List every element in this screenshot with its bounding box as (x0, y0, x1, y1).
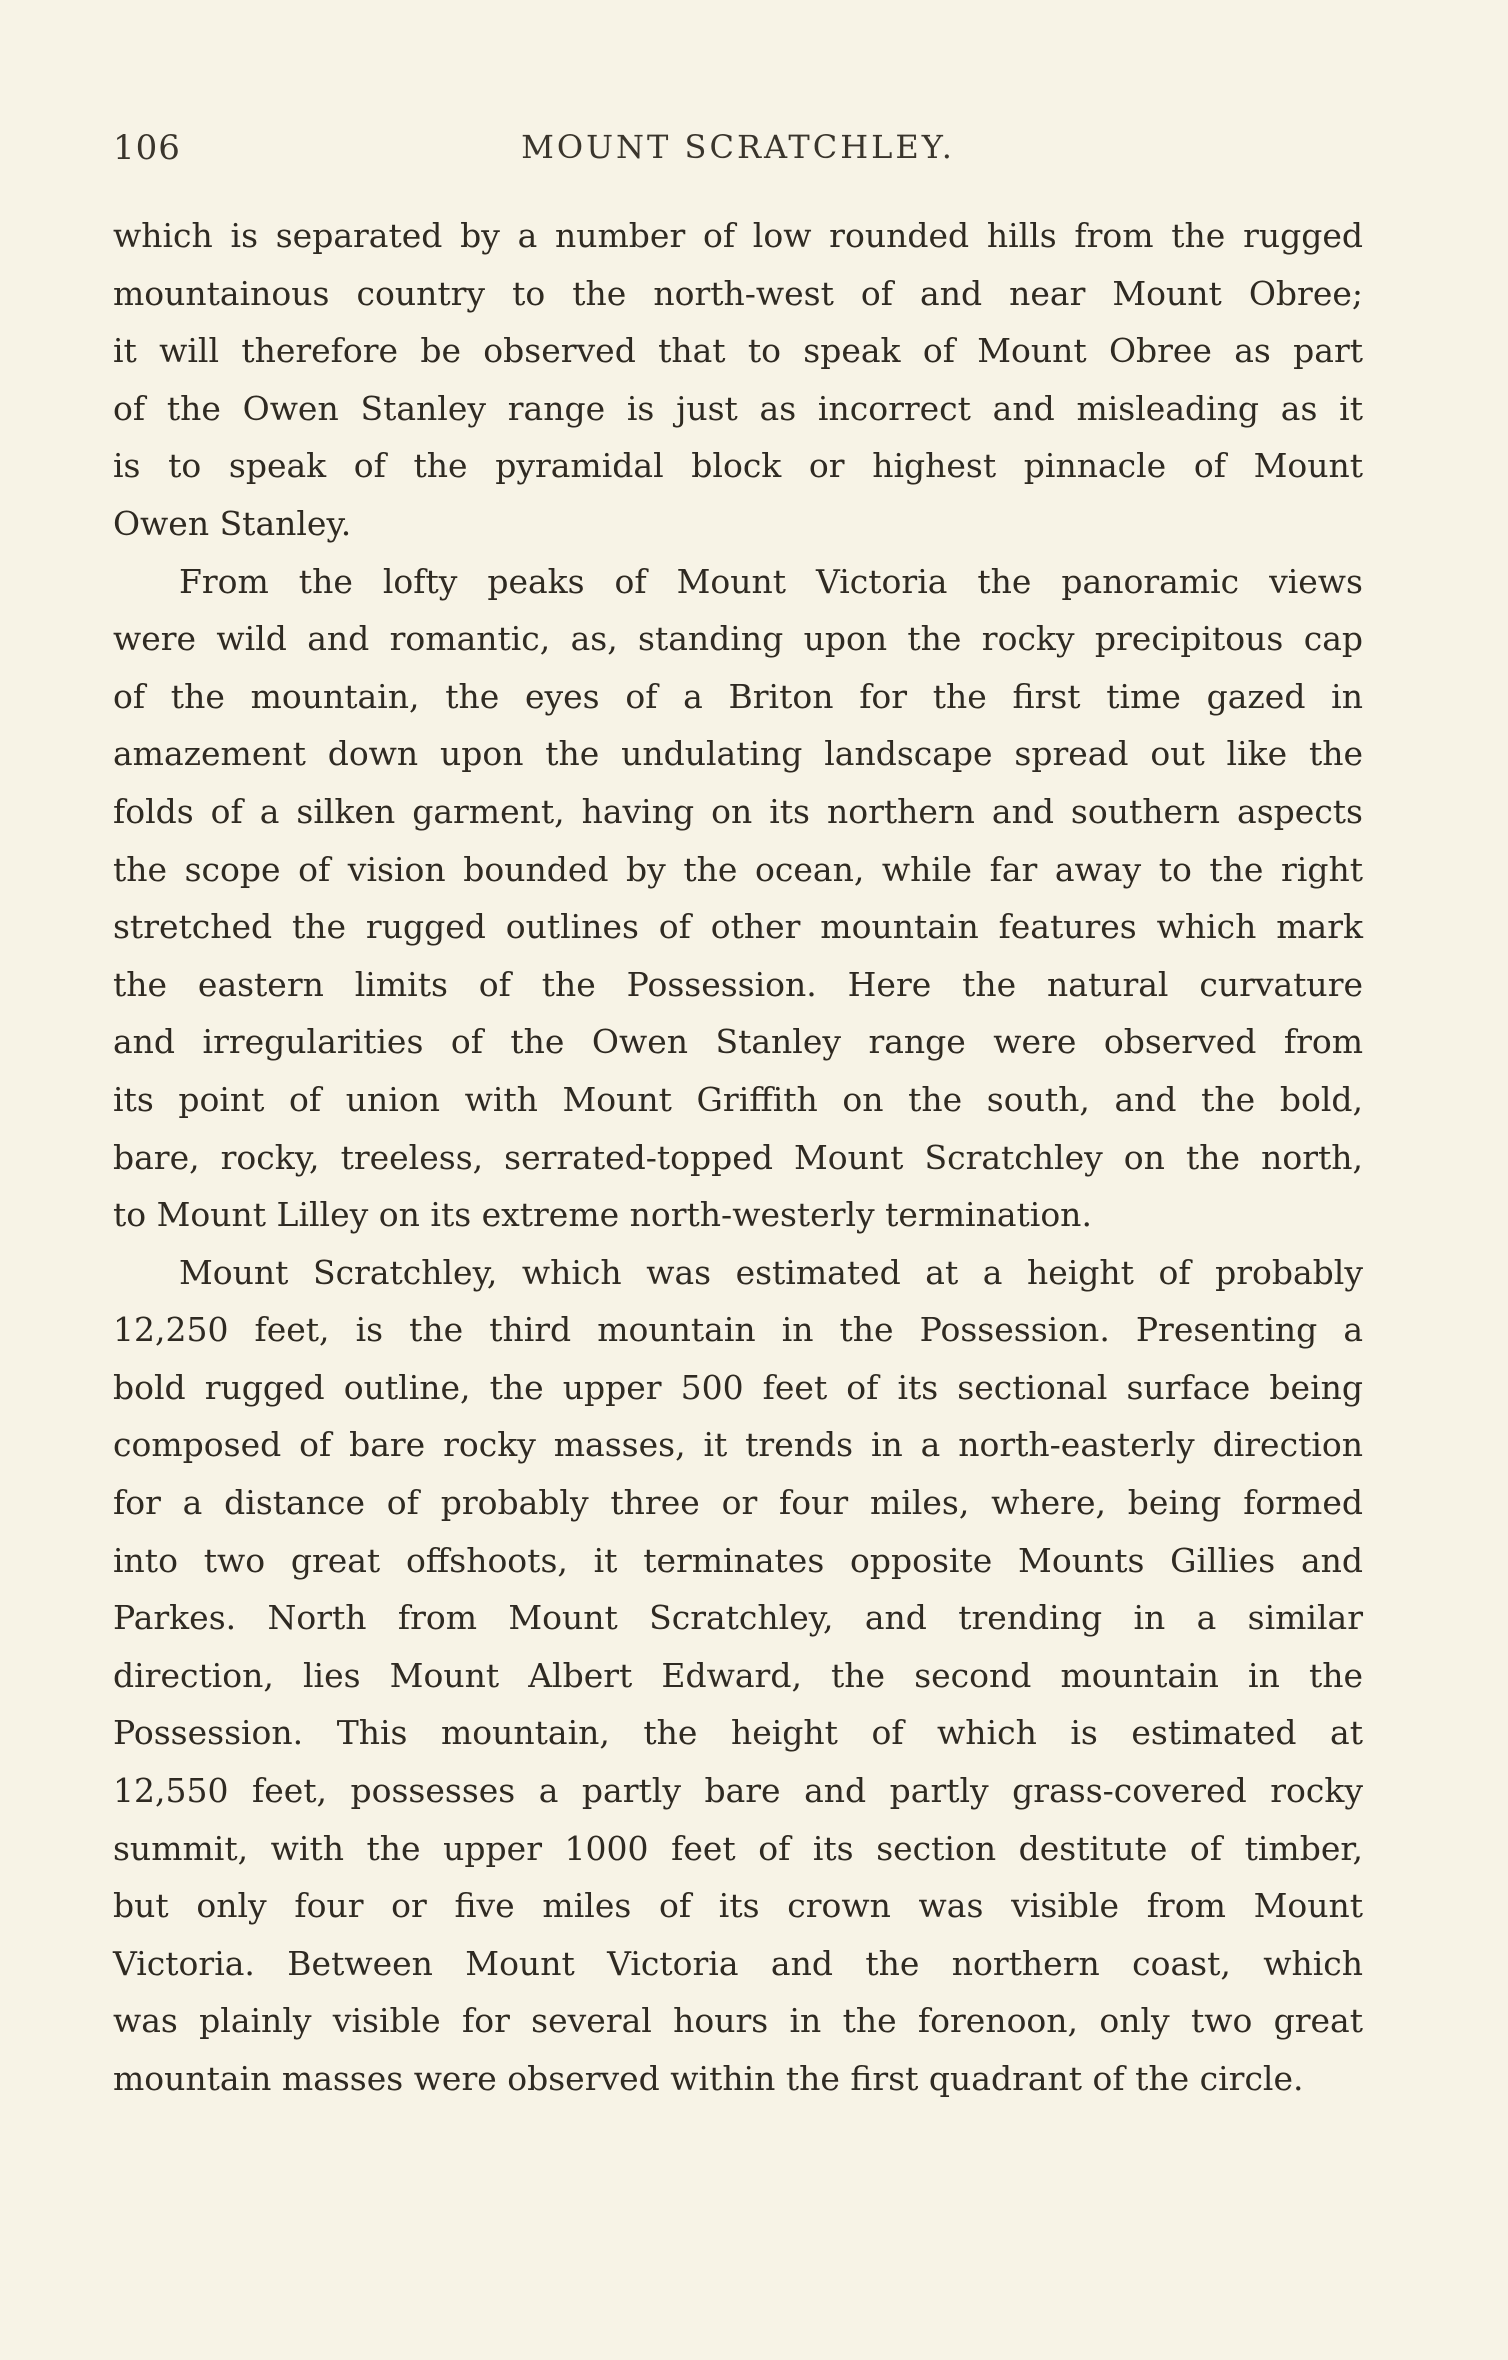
text-line: Owen Stanley. (113, 503, 352, 543)
text-line: for a distance of probably three or four miles, where, being formed (113, 1483, 1363, 1523)
text-line: 12,250 feet, is the third mountain in the Possession. Presenting a (113, 1310, 1363, 1350)
text-line: Victoria. Between Mount Victoria and the northern coast, which (113, 1943, 1363, 1983)
text-line: its point of union with Mount Griffith on the south, and the bold, (113, 1079, 1363, 1119)
text-line: of the Owen Stanley range is just as incorrect and misleading as it (113, 388, 1363, 428)
text-line: to Mount Lilley on its extreme north-westerly termination. (113, 1195, 1092, 1235)
text-line: direction, lies Mount Albert Edward, the second mountain in the (113, 1655, 1363, 1695)
body-text (113, 207, 1363, 2108)
text-line: the eastern limits of the Possession. Here the natural curvature (113, 964, 1363, 1004)
text-line: From the lofty peaks of Mount Victoria the panoramic views (179, 561, 1363, 601)
text-line: and irregularities of the Owen Stanley range were observed from (113, 1022, 1363, 1062)
running-title: MOUNT SCRATCHLEY. (521, 128, 955, 166)
text-line: bold rugged outline, the upper 500 feet of its sectional surface being (113, 1367, 1363, 1407)
text-line: were wild and romantic, as, standing upon the rocky precipitous cap (113, 619, 1363, 659)
text-line: but only four or five miles of its crown was visible from Mount (113, 1886, 1363, 1926)
text-line: is to speak of the pyramidal block or highest pinnacle of Mount (113, 446, 1363, 486)
text-line: 12,550 feet, possesses a partly bare and partly grass-covered rocky (113, 1771, 1363, 1811)
text-line: it will therefore be observed that to speak of Mount Obree as part (113, 331, 1363, 371)
text-line: mountain masses were observed within the first quadrant of the circle. (113, 2059, 1304, 2098)
text-line: which is separated by a number of low rounded hills from the rugged (113, 216, 1363, 255)
text-line: Possession. This mountain, the height of which is estimated at (113, 1713, 1363, 1753)
text-line: stretched the rugged outlines of other mountain features which mark (113, 907, 1363, 947)
text-line: of the mountain, the eyes of a Briton for the first time gazed in (113, 676, 1363, 716)
text-line: Parkes. North from Mount Scratchley, and trending in a similar (113, 1598, 1363, 1638)
text-line: the scope of vision bounded by the ocean, while far away to the right (113, 849, 1363, 889)
page-number: 106 (113, 128, 181, 168)
text-line: was plainly visible for several hours in the forenoon, only two great (113, 2001, 1363, 2041)
text-line: into two great offshoots, it terminates opposite Mounts Gillies and (113, 1540, 1363, 1580)
text-line: bare, rocky, treeless, serrated-topped Mount Scratchley on the north, (113, 1137, 1363, 1177)
text-line: Mount Scratchley, which was estimated at a height of probably (179, 1252, 1363, 1292)
running-head (113, 128, 1363, 178)
text-line: summit, with the upper 1000 feet of its section destitute of timber, (113, 1828, 1363, 1868)
text-line: amazement down upon the undulating landscape spread out like the (113, 734, 1363, 774)
text-line: mountainous country to the north-west of and near Mount Obree; (113, 273, 1363, 313)
text-line: composed of bare rocky masses, it trends in a north-easterly direction (113, 1425, 1363, 1465)
text-line: folds of a silken garment, having on its northern and southern aspects (113, 791, 1363, 831)
